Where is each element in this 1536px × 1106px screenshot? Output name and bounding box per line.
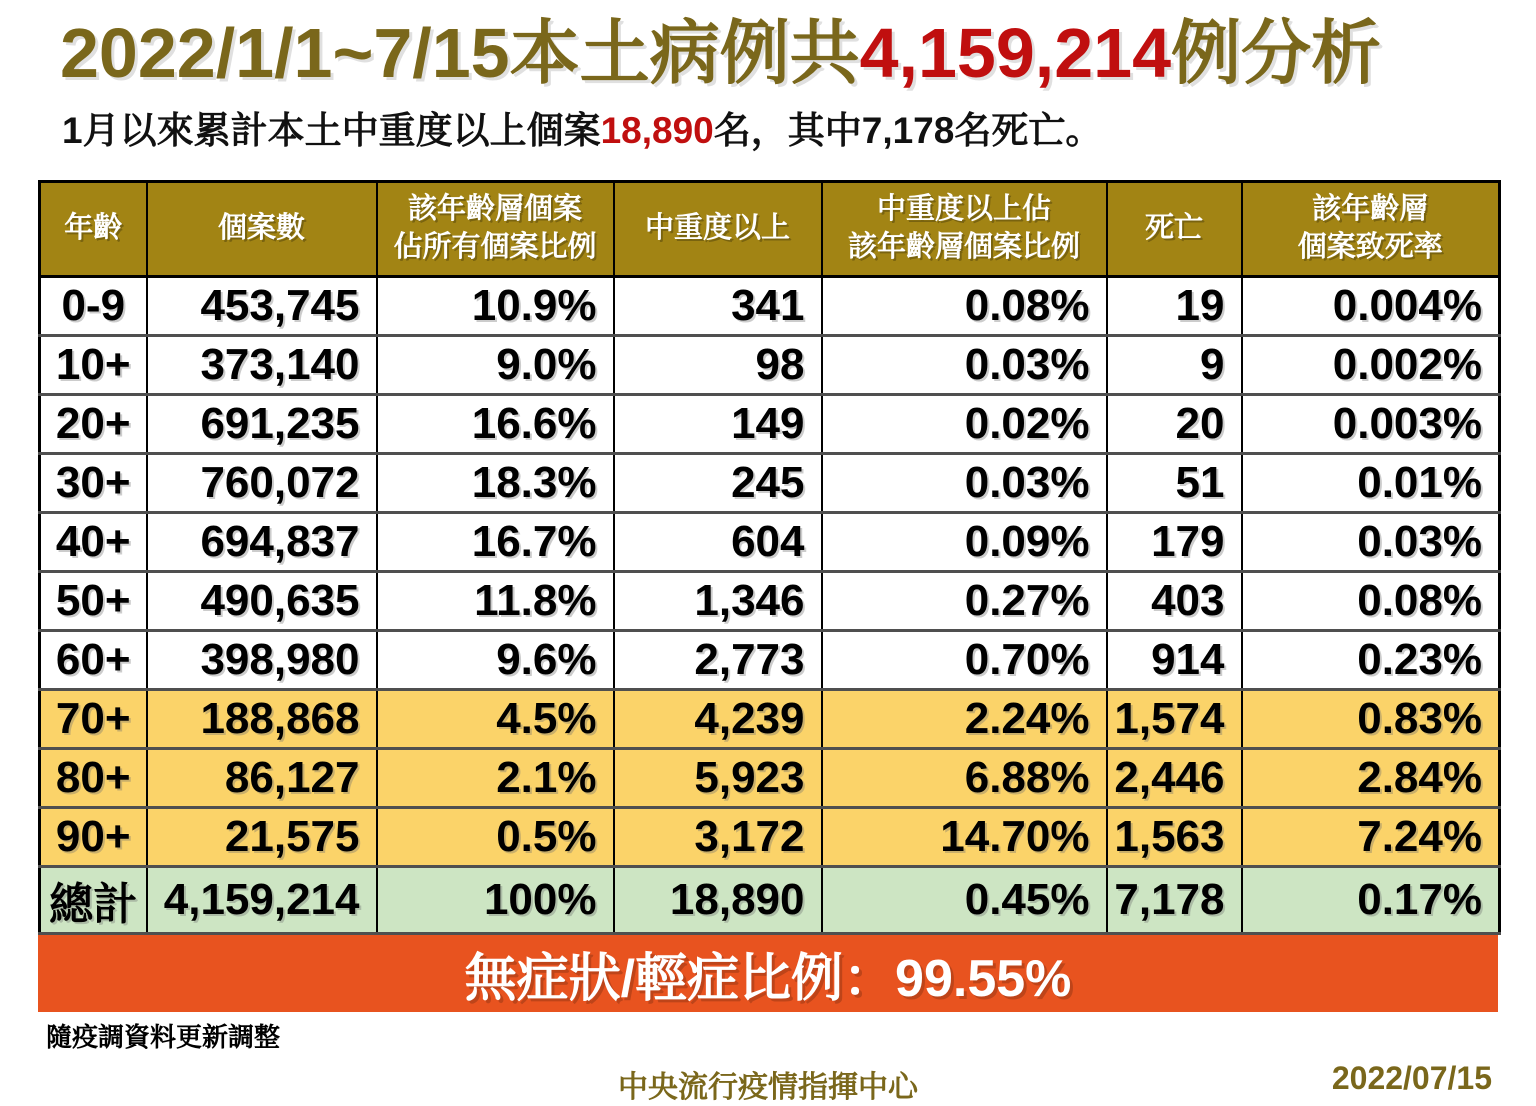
- table-row-90plus: [40, 807, 1500, 866]
- age-cell: 40+: [40, 512, 147, 571]
- cfr-cell: 0.17%: [1242, 866, 1500, 933]
- table-row-10plus: [40, 335, 1500, 394]
- moderate-severe-cell: 1,346: [614, 571, 822, 630]
- ms-share-cell: 0.45%: [822, 866, 1107, 933]
- deaths-cell: 1,563: [1107, 807, 1242, 866]
- share-of-all-cell: 10.9%: [377, 276, 614, 335]
- share-of-all-cell: 9.0%: [377, 335, 614, 394]
- col-header-share-of-all: 該年齡層個案 佔所有個案比例: [377, 181, 614, 276]
- ms-share-cell: 0.03%: [822, 335, 1107, 394]
- cases-cell: 691,235: [147, 394, 377, 453]
- moderate-severe-cell: 2,773: [614, 630, 822, 689]
- cfr-cell: 7.24%: [1242, 807, 1500, 866]
- moderate-severe-cell: 98: [614, 335, 822, 394]
- moderate-severe-cell: 4,239: [614, 689, 822, 748]
- moderate-severe-cell: 149: [614, 394, 822, 453]
- page-title: [60, 16, 1536, 92]
- deaths-cell: 2,446: [1107, 748, 1242, 807]
- ms-share-cell: 0.09%: [822, 512, 1107, 571]
- subtitle-prefix: 1月以來累計本土中重度以上個案: [62, 109, 601, 151]
- moderate-severe-cell: 604: [614, 512, 822, 571]
- title-suffix: 例分析: [1171, 14, 1382, 92]
- deaths-cell: 51: [1107, 453, 1242, 512]
- age-cell: 0-9: [40, 276, 147, 335]
- moderate-severe-cell: 245: [614, 453, 822, 512]
- organization-name: 中央流行疫情指揮中心: [618, 1070, 918, 1104]
- cfr-cell: 0.002%: [1242, 335, 1500, 394]
- ms-share-cell: 14.70%: [822, 807, 1107, 866]
- moderate-severe-cell: 341: [614, 276, 822, 335]
- age-cell: 90+: [40, 807, 147, 866]
- cases-cell: 188,868: [147, 689, 377, 748]
- table-row-0-9: [40, 276, 1500, 335]
- col-header-age: 年齡: [40, 181, 147, 276]
- deaths-cell: 1,574: [1107, 689, 1242, 748]
- cases-cell: 21,575: [147, 807, 377, 866]
- cfr-cell: 0.83%: [1242, 689, 1500, 748]
- col-header-deaths: 死亡: [1107, 181, 1242, 276]
- share-of-all-cell: 11.8%: [377, 571, 614, 630]
- share-of-all-cell: 18.3%: [377, 453, 614, 512]
- table-row-70plus: [40, 689, 1500, 748]
- age-cell: 50+: [40, 571, 147, 630]
- page-subtitle: [62, 100, 1536, 154]
- col-header-cases: 個案數: [147, 181, 377, 276]
- table-row-80plus: [40, 748, 1500, 807]
- case-analysis-table: [38, 180, 1501, 935]
- cases-cell: 398,980: [147, 630, 377, 689]
- age-cell: 80+: [40, 748, 147, 807]
- table-header-row: [40, 181, 1500, 276]
- title-prefix: 2022/1/1~7/15本土病例共: [60, 14, 860, 92]
- title-total-cases: 4,159,214: [859, 14, 1172, 92]
- data-adjustment-note: 隨疫調資料更新調整: [46, 1021, 281, 1052]
- cases-cell: 694,837: [147, 512, 377, 571]
- cfr-cell: 0.08%: [1242, 571, 1500, 630]
- table-row-total: [40, 866, 1500, 933]
- age-cell: 30+: [40, 453, 147, 512]
- ms-share-cell: 0.03%: [822, 453, 1107, 512]
- cfr-cell: 0.23%: [1242, 630, 1500, 689]
- moderate-severe-cell: 18,890: [614, 866, 822, 933]
- deaths-cell: 179: [1107, 512, 1242, 571]
- table-row-60plus: [40, 630, 1500, 689]
- cfr-cell: 0.01%: [1242, 453, 1500, 512]
- deaths-cell: 914: [1107, 630, 1242, 689]
- cfr-cell: 0.03%: [1242, 512, 1500, 571]
- ms-share-cell: 0.70%: [822, 630, 1107, 689]
- moderate-severe-cell: 5,923: [614, 748, 822, 807]
- cases-cell: 4,159,214: [147, 866, 377, 933]
- share-of-all-cell: 16.7%: [377, 512, 614, 571]
- cases-cell: 86,127: [147, 748, 377, 807]
- share-of-all-cell: 4.5%: [377, 689, 614, 748]
- cfr-cell: 0.003%: [1242, 394, 1500, 453]
- ms-share-cell: 0.08%: [822, 276, 1107, 335]
- table-row-20plus: [40, 394, 1500, 453]
- cases-cell: 490,635: [147, 571, 377, 630]
- col-header-moderate-severe: 中重度以上: [614, 181, 822, 276]
- col-header-cfr: 該年齡層 個案致死率: [1242, 181, 1500, 276]
- cases-cell: 760,072: [147, 453, 377, 512]
- ms-share-cell: 0.02%: [822, 394, 1107, 453]
- age-cell: 總計: [40, 866, 147, 933]
- deaths-cell: 403: [1107, 571, 1242, 630]
- age-cell: 70+: [40, 689, 147, 748]
- table-row-30plus: [40, 453, 1500, 512]
- deaths-cell: 19: [1107, 276, 1242, 335]
- share-of-all-cell: 100%: [377, 866, 614, 933]
- share-of-all-cell: 0.5%: [377, 807, 614, 866]
- table-row-50plus: [40, 571, 1500, 630]
- covid-case-analysis-infographic: [0, 16, 1536, 1102]
- ms-share-cell: 0.27%: [822, 571, 1107, 630]
- age-cell: 20+: [40, 394, 147, 453]
- mild-asymptomatic-ratio-banner: [38, 935, 1498, 1012]
- banner-label: 無症狀/輕症比例：99.55%: [464, 949, 1072, 1008]
- deaths-cell: 20: [1107, 394, 1242, 453]
- cases-cell: 373,140: [147, 335, 377, 394]
- deaths-cell: 7,178: [1107, 866, 1242, 933]
- age-cell: 10+: [40, 335, 147, 394]
- report-date: 2022/07/15: [1331, 1059, 1492, 1096]
- cases-cell: 453,745: [147, 276, 377, 335]
- share-of-all-cell: 16.6%: [377, 394, 614, 453]
- share-of-all-cell: 9.6%: [377, 630, 614, 689]
- moderate-severe-cell: 3,172: [614, 807, 822, 866]
- subtitle-suffix: 名，其中7,178名死亡。: [713, 109, 1103, 151]
- footer: [0, 1059, 1536, 1104]
- ms-share-cell: 6.88%: [822, 748, 1107, 807]
- share-of-all-cell: 2.1%: [377, 748, 614, 807]
- table-row-40plus: [40, 512, 1500, 571]
- col-header-ms-share: 中重度以上佔 該年齡層個案比例: [822, 181, 1107, 276]
- subtitle-severe-count: 18,890: [600, 109, 714, 151]
- ms-share-cell: 2.24%: [822, 689, 1107, 748]
- deaths-cell: 9: [1107, 335, 1242, 394]
- cfr-cell: 0.004%: [1242, 276, 1500, 335]
- age-cell: 60+: [40, 630, 147, 689]
- cfr-cell: 2.84%: [1242, 748, 1500, 807]
